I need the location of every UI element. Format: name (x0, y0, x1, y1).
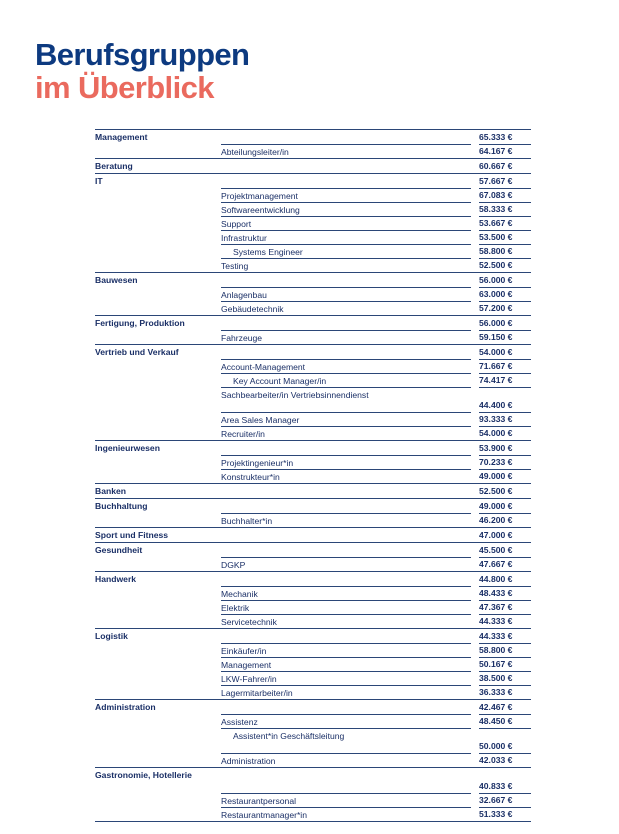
sub-value: 74.417 € (479, 375, 513, 385)
sub-value-cell (479, 330, 531, 344)
sub-value: 46.200 € (479, 515, 513, 525)
sub-value: 50.167 € (479, 659, 513, 669)
group-value-cell (479, 273, 531, 287)
table-sub-row (95, 426, 531, 440)
table-sub-row (95, 330, 531, 344)
sub-value-cell (479, 188, 531, 202)
sub-value-cell (479, 671, 531, 685)
group-spacer (221, 159, 471, 173)
table-sub-row (95, 557, 531, 571)
group-value-cell (479, 768, 531, 793)
table-sub-row (95, 685, 531, 699)
group-value-cell (479, 543, 531, 557)
sub-label: Mechanik (221, 586, 471, 600)
table-sub-row (95, 714, 531, 728)
sub-label: Testing (221, 258, 471, 272)
sub-value-cell (479, 373, 531, 387)
sub-value-cell (479, 469, 531, 483)
table-group-row (95, 527, 531, 542)
table-group-row (95, 483, 531, 498)
sub-value: 58.800 € (479, 246, 513, 256)
sub-value: 63.000 € (479, 289, 513, 299)
table-sub-row (95, 216, 531, 230)
sub-value: 49.000 € (479, 471, 513, 481)
sub-value: 93.333 € (479, 414, 513, 424)
sub-value-cell (479, 387, 531, 412)
table-sub-row (95, 144, 531, 158)
title-line-2: im Überblick (35, 70, 214, 105)
table-sub-row (95, 643, 531, 657)
sub-value-cell (479, 455, 531, 469)
sub-value: 58.333 € (479, 204, 513, 214)
group-value-cell (479, 528, 531, 542)
sub-value-cell (479, 359, 531, 373)
sub-value-cell (479, 301, 531, 315)
group-value: 44.333 € (479, 631, 513, 641)
table-sub-row (95, 614, 531, 628)
sub-label: Area Sales Manager (221, 412, 471, 426)
sub-value-cell (479, 287, 531, 301)
table-sub-row (95, 412, 531, 426)
sub-value: 50.000 € (479, 741, 513, 751)
group-value-cell (479, 441, 531, 455)
sub-label: Account-Management (221, 359, 471, 373)
sub-label: Key Account Manager/in (221, 373, 471, 387)
group-spacer (221, 273, 471, 287)
table-group-row (95, 628, 531, 643)
sub-label: Softwareentwicklung (221, 202, 471, 216)
group-name: Ingenieurwesen (95, 443, 160, 453)
group-value: 57.667 € (479, 176, 513, 186)
sub-label: Management (221, 657, 471, 671)
group-name: Gesundheit (95, 545, 143, 555)
group-spacer (221, 499, 471, 513)
sub-label: Projektmanagement (221, 188, 471, 202)
sub-value: 38.500 € (479, 673, 513, 683)
page-title (35, 38, 249, 104)
group-name: Management (95, 132, 148, 142)
sub-value: 53.500 € (479, 232, 513, 242)
table-sub-row (95, 469, 531, 483)
group-value: 60.667 € (479, 161, 513, 171)
group-value: 42.467 € (479, 702, 513, 712)
table-group-row (95, 129, 531, 144)
group-name: Banken (95, 486, 127, 496)
group-name: IT (95, 176, 103, 186)
sub-value-cell (479, 753, 531, 767)
table-group-row (95, 158, 531, 173)
group-spacer (221, 441, 471, 455)
group-spacer (221, 543, 471, 557)
group-value-cell (479, 700, 531, 714)
group-name: Vertrieb und Verkauf (95, 347, 179, 357)
group-value: 49.000 € (479, 501, 513, 511)
sub-label: Assistenz (221, 714, 471, 728)
sub-label: Assistent*in Geschäftsleitung (221, 728, 471, 753)
table-group-row (95, 440, 531, 455)
table-sub-row (95, 671, 531, 685)
sub-value-cell (479, 793, 531, 807)
sub-value-cell (479, 614, 531, 628)
sub-value-cell (479, 600, 531, 614)
table-group-row (95, 699, 531, 714)
sub-label: Elektrik (221, 600, 471, 614)
table-sub-row (95, 287, 531, 301)
table-bottom-rule (95, 821, 531, 822)
sub-value: 52.500 € (479, 260, 513, 270)
group-value-cell (479, 159, 531, 173)
group-name: Administration (95, 702, 156, 712)
table-sub-row (95, 202, 531, 216)
group-spacer (221, 572, 471, 586)
sub-value-cell (479, 244, 531, 258)
sub-value: 42.033 € (479, 755, 513, 765)
group-spacer (221, 629, 471, 643)
group-spacer (221, 768, 471, 793)
group-spacer (221, 130, 471, 144)
group-value-cell (479, 572, 531, 586)
group-name: Gastronomie, Hotellerie (95, 770, 192, 780)
group-value-cell (479, 629, 531, 643)
sub-value: 47.667 € (479, 559, 513, 569)
sub-label: LKW-Fahrer/in (221, 671, 471, 685)
group-name: Fertigung, Produktion (95, 318, 185, 328)
sub-value-cell (479, 412, 531, 426)
group-value-cell (479, 174, 531, 188)
sub-value-cell (479, 685, 531, 699)
sub-label: Recruiter/in (221, 426, 471, 440)
sub-label: DGKP (221, 557, 471, 571)
sub-label: Konstrukteur*in (221, 469, 471, 483)
group-value-cell (479, 345, 531, 359)
table-sub-row (95, 586, 531, 600)
table-group-row (95, 344, 531, 359)
sub-value: 58.800 € (479, 645, 513, 655)
table-sub-row (95, 455, 531, 469)
group-name: Buchhaltung (95, 501, 148, 511)
sub-value-cell (479, 230, 531, 244)
sub-value-cell (479, 258, 531, 272)
table-group-row (95, 542, 531, 557)
sub-label: Lagermitarbeiter/in (221, 685, 471, 699)
table-sub-row (95, 600, 531, 614)
sub-value-cell (479, 557, 531, 571)
table-group-row (95, 272, 531, 287)
sub-value-cell (479, 144, 531, 158)
group-spacer (221, 700, 471, 714)
group-value: 44.800 € (479, 574, 513, 584)
sub-value: 51.333 € (479, 809, 513, 819)
table-sub-row (95, 387, 531, 412)
group-name: Beratung (95, 161, 133, 171)
sub-label: Gebäudetechnik (221, 301, 471, 315)
group-value: 53.900 € (479, 443, 513, 453)
table-sub-row (95, 244, 531, 258)
group-value: 47.000 € (479, 530, 513, 540)
sub-label: Projektingenieur*in (221, 455, 471, 469)
sub-value: 53.667 € (479, 218, 513, 228)
sub-value: 54.000 € (479, 428, 513, 438)
table-group-row (95, 173, 531, 188)
sub-label: Fahrzeuge (221, 330, 471, 344)
group-name: Sport und Fitness (95, 530, 169, 540)
table-group-row (95, 498, 531, 513)
group-name: Bauwesen (95, 275, 138, 285)
sub-value-cell (479, 714, 531, 728)
table-group-row (95, 571, 531, 586)
table-sub-row (95, 513, 531, 527)
group-value-cell (479, 316, 531, 330)
sub-value-cell (479, 426, 531, 440)
sub-label: Administration (221, 753, 471, 767)
table-sub-row (95, 657, 531, 671)
sub-label: Einkäufer/in (221, 643, 471, 657)
sub-label: Sachbearbeiter/in Vertriebsinnendienst (221, 387, 471, 412)
sub-value-cell (479, 807, 531, 821)
group-value: 56.000 € (479, 318, 513, 328)
sub-value: 44.333 € (479, 616, 513, 626)
sub-value-cell (479, 643, 531, 657)
table-sub-row (95, 301, 531, 315)
table-sub-row (95, 188, 531, 202)
table-group-row (95, 767, 531, 793)
sub-value-cell (479, 202, 531, 216)
table-sub-row (95, 793, 531, 807)
table-sub-row (95, 753, 531, 767)
group-name: Handwerk (95, 574, 137, 584)
sub-value: 67.083 € (479, 190, 513, 200)
group-spacer (221, 316, 471, 330)
group-value: 40.833 € (479, 781, 513, 791)
sub-value-cell (479, 513, 531, 527)
sub-value: 57.200 € (479, 303, 513, 313)
sub-value: 71.667 € (479, 361, 513, 371)
table-sub-row (95, 728, 531, 753)
sub-label: Restaurantmanager*in (221, 807, 471, 821)
group-value-cell (479, 499, 531, 513)
sub-value: 59.150 € (479, 332, 513, 342)
group-spacer (221, 484, 471, 498)
sub-value: 36.333 € (479, 687, 513, 697)
sub-value-cell (479, 216, 531, 230)
sub-value: 64.167 € (479, 146, 513, 156)
group-value: 56.000 € (479, 275, 513, 285)
sub-value: 47.367 € (479, 602, 513, 612)
table-sub-row (95, 258, 531, 272)
title-line-1: Berufsgruppen (35, 37, 250, 72)
table-sub-row (95, 359, 531, 373)
sub-label: Anlagenbau (221, 287, 471, 301)
table-group-row (95, 315, 531, 330)
sub-value-cell (479, 657, 531, 671)
group-value: 65.333 € (479, 132, 513, 142)
sub-value: 48.433 € (479, 588, 513, 598)
group-value: 52.500 € (479, 486, 513, 496)
group-value: 45.500 € (479, 545, 513, 555)
sub-value: 48.450 € (479, 716, 513, 726)
group-spacer (221, 528, 471, 542)
table-sub-row (95, 807, 531, 821)
sub-label: Infrastruktur (221, 230, 471, 244)
sub-label: Systems Engineer (221, 244, 471, 258)
sub-value: 44.400 € (479, 400, 513, 410)
sub-value: 70.233 € (479, 457, 513, 467)
sub-value-cell (479, 586, 531, 600)
sub-label: Restaurantpersonal (221, 793, 471, 807)
group-name: Logistik (95, 631, 128, 641)
sub-label: Support (221, 216, 471, 230)
group-value: 54.000 € (479, 347, 513, 357)
sub-value-cell (479, 728, 531, 753)
sub-label: Abteilungsleiter/in (221, 144, 471, 158)
sub-label: Servicetechnik (221, 614, 471, 628)
salary-table (95, 129, 531, 822)
group-spacer (221, 174, 471, 188)
table-sub-row (95, 373, 531, 387)
group-value-cell (479, 484, 531, 498)
group-spacer (221, 345, 471, 359)
table-sub-row (95, 230, 531, 244)
group-value-cell (479, 130, 531, 144)
sub-label: Buchhalter*in (221, 513, 471, 527)
sub-value: 32.667 € (479, 795, 513, 805)
